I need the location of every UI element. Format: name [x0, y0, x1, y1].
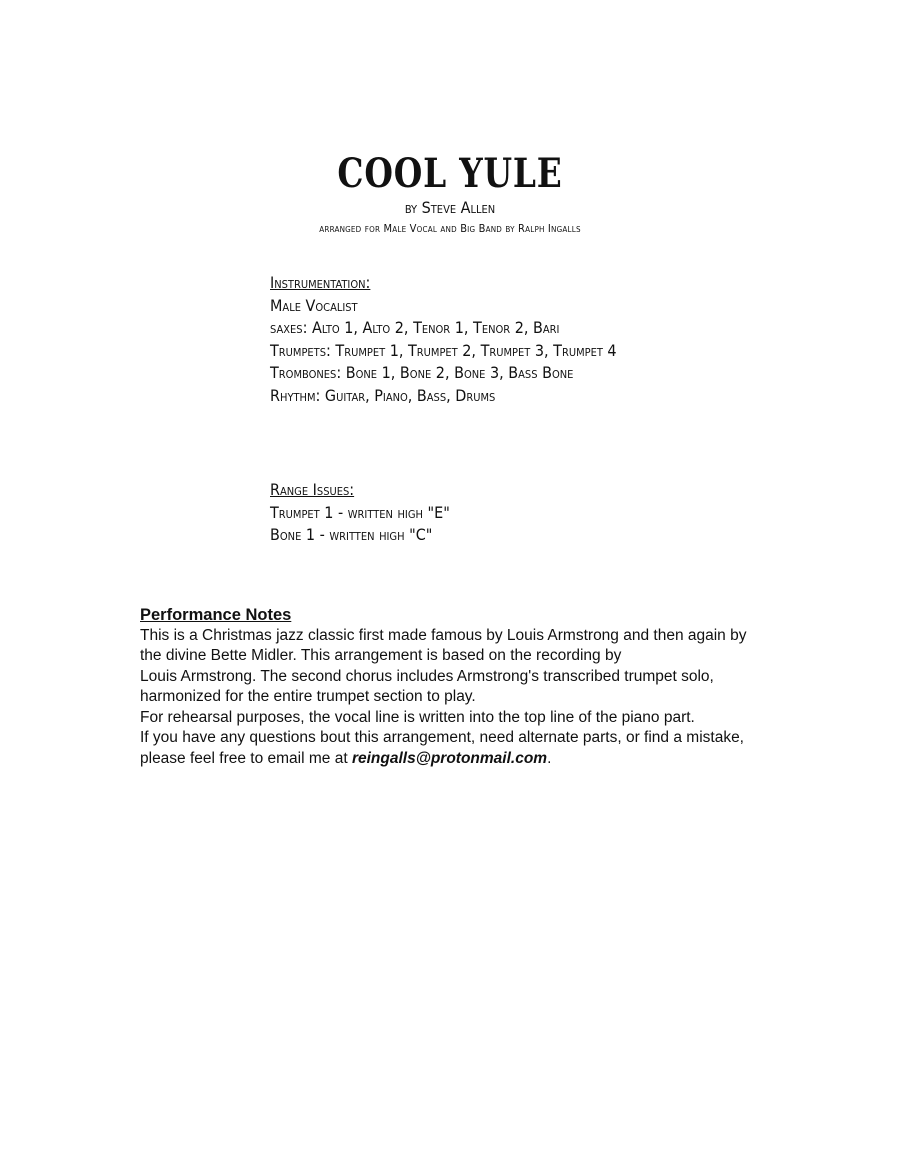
performance-notes-section — [140, 605, 780, 769]
notes-line: For rehearsal purposes, the vocal line is written into the top line of the piano part. — [140, 708, 695, 726]
instrumentation-line: Trombones: Bone 1, Bone 2, Bone 3, Bass Bone — [270, 363, 574, 382]
instrumentation-line: Male Vocalist — [270, 295, 358, 315]
notes-line: the divine Bette Midler. This arrangement is based on the recording by — [140, 647, 622, 664]
instrumentation-line: Trumpets: Trumpet 1, Trumpet 2, Trumpet 3, Trumpet 4 — [270, 340, 617, 360]
range-issue-line: Bone 1 - written high "C" — [270, 525, 433, 544]
arranger-credit: arranged for Male Vocal and Big Band by Ralph Ingalls — [319, 222, 581, 235]
email-address: reingalls@protonmail.com — [351, 749, 548, 767]
notes-line: Louis Armstrong. The second chorus includes Armstrong's transcribed trumpet solo, — [140, 667, 714, 685]
instrumentation-heading: Instrumentation: — [270, 273, 371, 292]
notes-contact-line — [140, 749, 780, 770]
contact-prefix: please feel free to email me at — [140, 749, 352, 767]
range-issues-section — [270, 479, 830, 547]
instrumentation-line: Rhythm: Guitar, Piano, Bass, Drums — [270, 385, 496, 405]
instrumentation-line: saxes: Alto 1, Alto 2, Tenor 1, Tenor 2, Bari — [270, 318, 560, 337]
notes-line: harmonized for the entire trumpet section to play. — [140, 688, 476, 705]
document-title: COOL YULE — [337, 150, 563, 197]
notes-line: If you have any questions bout this arrangement, need alternate parts, or find a mistake, — [140, 729, 744, 746]
range-issues-heading: Range Issues: — [270, 480, 355, 499]
composer-byline: by Steve Allen — [404, 198, 496, 217]
contact-suffix: . — [547, 749, 552, 767]
instrumentation-section — [270, 272, 830, 407]
notes-line: This is a Christmas jazz classic first made famous by Louis Armstrong and then again by — [140, 626, 747, 644]
range-issue-line: Trumpet 1 - written high "E" — [270, 502, 450, 522]
performance-notes-heading: Performance Notes — [140, 606, 292, 624]
